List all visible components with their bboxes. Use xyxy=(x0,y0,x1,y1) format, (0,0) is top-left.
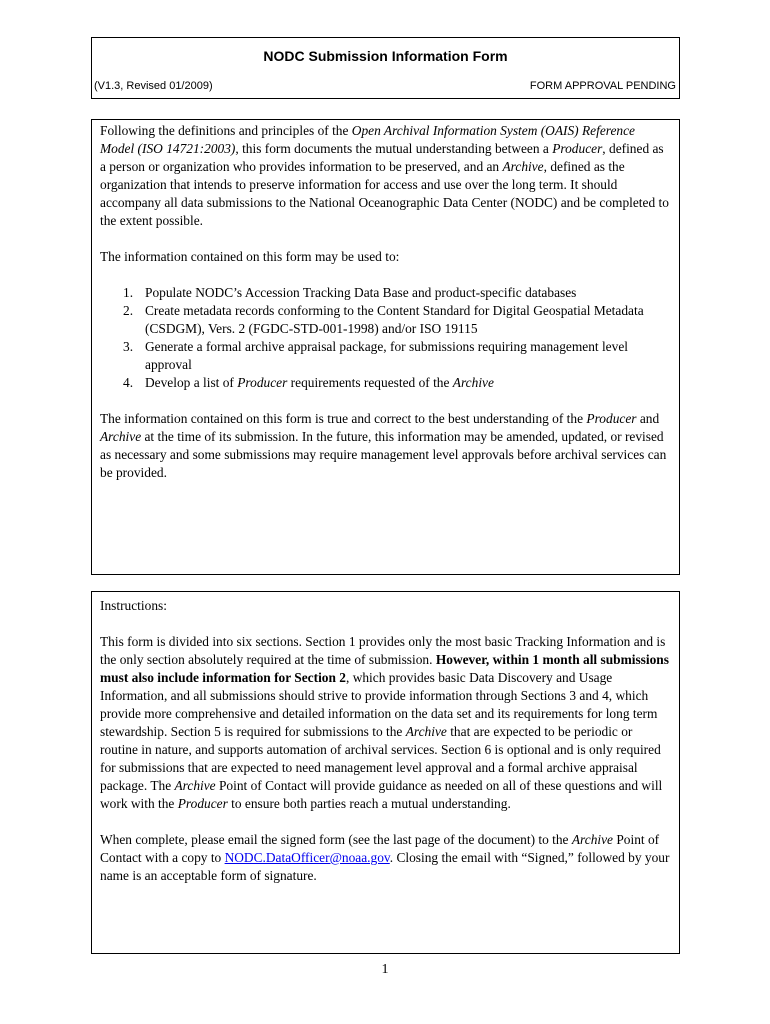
text: and xyxy=(636,411,660,426)
text: Following the definitions and principles of the xyxy=(100,123,352,138)
instructions-box xyxy=(91,591,680,954)
list-text: requirements requested of the xyxy=(287,375,453,390)
list-item xyxy=(100,302,671,338)
producer-term: Producer xyxy=(552,141,603,156)
intro-paragraph-2: The information contained on this form may be used to: xyxy=(100,249,400,264)
instructions-paragraph-2 xyxy=(100,831,671,885)
text: . Closing the email with “Signed,” followed by your name is an acceptable form of signature. xyxy=(100,850,670,883)
list-number: 3. xyxy=(123,339,134,354)
archive-term: Archive xyxy=(452,375,494,390)
intro-box xyxy=(91,119,680,575)
text: Point of Contact with a copy to xyxy=(100,832,660,865)
oais-reference: Open Archival Information System (OAIS) Reference Model (ISO 14721:2003) xyxy=(100,123,636,156)
text: to ensure both parties reach a mutual understanding. xyxy=(227,796,511,811)
instructions-paragraph-1 xyxy=(100,633,671,813)
list-text: Generate a formal archive appraisal package, for submissions requiring management level approval xyxy=(145,339,628,372)
text: This form is divided into six sections. Section 1 provides only the most basic Tracking Information and is the only section absolutely required at the time of submission. xyxy=(100,634,666,667)
text: , defined as the organization that intends to preserve information for access and use over the long term. It should accompany all data submissions to the National Oceanographic Data Center (NODC) and be completed to the extent possible. xyxy=(100,159,669,228)
text: Point of Contact will provide guidance as needed on all of these questions and will work with the xyxy=(100,778,663,811)
list-number: 4. xyxy=(123,375,134,390)
list-item xyxy=(100,374,671,392)
producer-term: Producer xyxy=(586,411,637,426)
archive-term: Archive xyxy=(405,724,447,739)
intro-paragraph-1 xyxy=(100,122,671,230)
text: When complete, please email the signed form (see the last page of the document) to the xyxy=(100,832,572,847)
instructions-heading: Instructions: xyxy=(100,598,167,613)
list-text: Create metadata records conforming to the Content Standard for Digital Geospatial Metadata (CSDGM), Vers. 2 (FGDC-STD-001-1998) and/or ISO 19115 xyxy=(145,303,644,336)
list-number: 2. xyxy=(123,303,134,318)
text: that are expected to be periodic or routine in nature, and supports automation of archival services. Section 6 is optional and is only required for submissions that are expected to need management level approval and a formal archive appraisal package. The xyxy=(100,724,661,793)
archive-term: Archive xyxy=(174,778,216,793)
text: , defined as a person or organization who provides information to be preserved, and an xyxy=(100,141,664,174)
usage-list xyxy=(100,284,671,392)
list-item xyxy=(100,284,671,302)
archive-term: Archive xyxy=(502,159,544,174)
archive-term: Archive xyxy=(100,429,142,444)
form-title: NODC Submission Information Form xyxy=(263,48,508,64)
list-text: Populate NODC’s Accession Tracking Data Base and product-specific databases xyxy=(145,285,577,300)
archive-term: Archive xyxy=(571,832,613,847)
text: The information contained on this form is true and correct to the best understanding of the xyxy=(100,411,587,426)
page-number: 1 xyxy=(381,962,389,977)
list-text: Develop a list of xyxy=(145,375,238,390)
text: , which provides basic Data Discovery and Usage Information, and all submissions should strive to provide information through Sections 3 and 4, which provide more comprehensive and detailed information on the data set and its requirements for long term stewardship. Section 5 is required for submissions to the xyxy=(100,670,658,739)
list-number: 1. xyxy=(123,285,134,300)
form-version: (V1.3, Revised 01/2009) xyxy=(94,80,213,92)
section-2-requirement: However, within 1 month all submissions must also include information for Section 2 xyxy=(100,652,669,685)
text: at the time of its submission. In the future, this information may be amended, updated, or revised as necessary and some submissions may require management level approvals before archival services can be provided. xyxy=(100,429,667,480)
producer-term: Producer xyxy=(237,375,288,390)
list-item xyxy=(100,338,671,374)
approval-status: FORM APPROVAL PENDING xyxy=(529,80,676,92)
producer-term: Producer xyxy=(177,796,228,811)
form-header-box xyxy=(91,37,680,99)
email-link[interactable]: NODC.DataOfficer@noaa.gov xyxy=(224,850,390,865)
text: , this form documents the mutual understanding between a xyxy=(235,141,553,156)
intro-paragraph-3 xyxy=(100,410,671,482)
